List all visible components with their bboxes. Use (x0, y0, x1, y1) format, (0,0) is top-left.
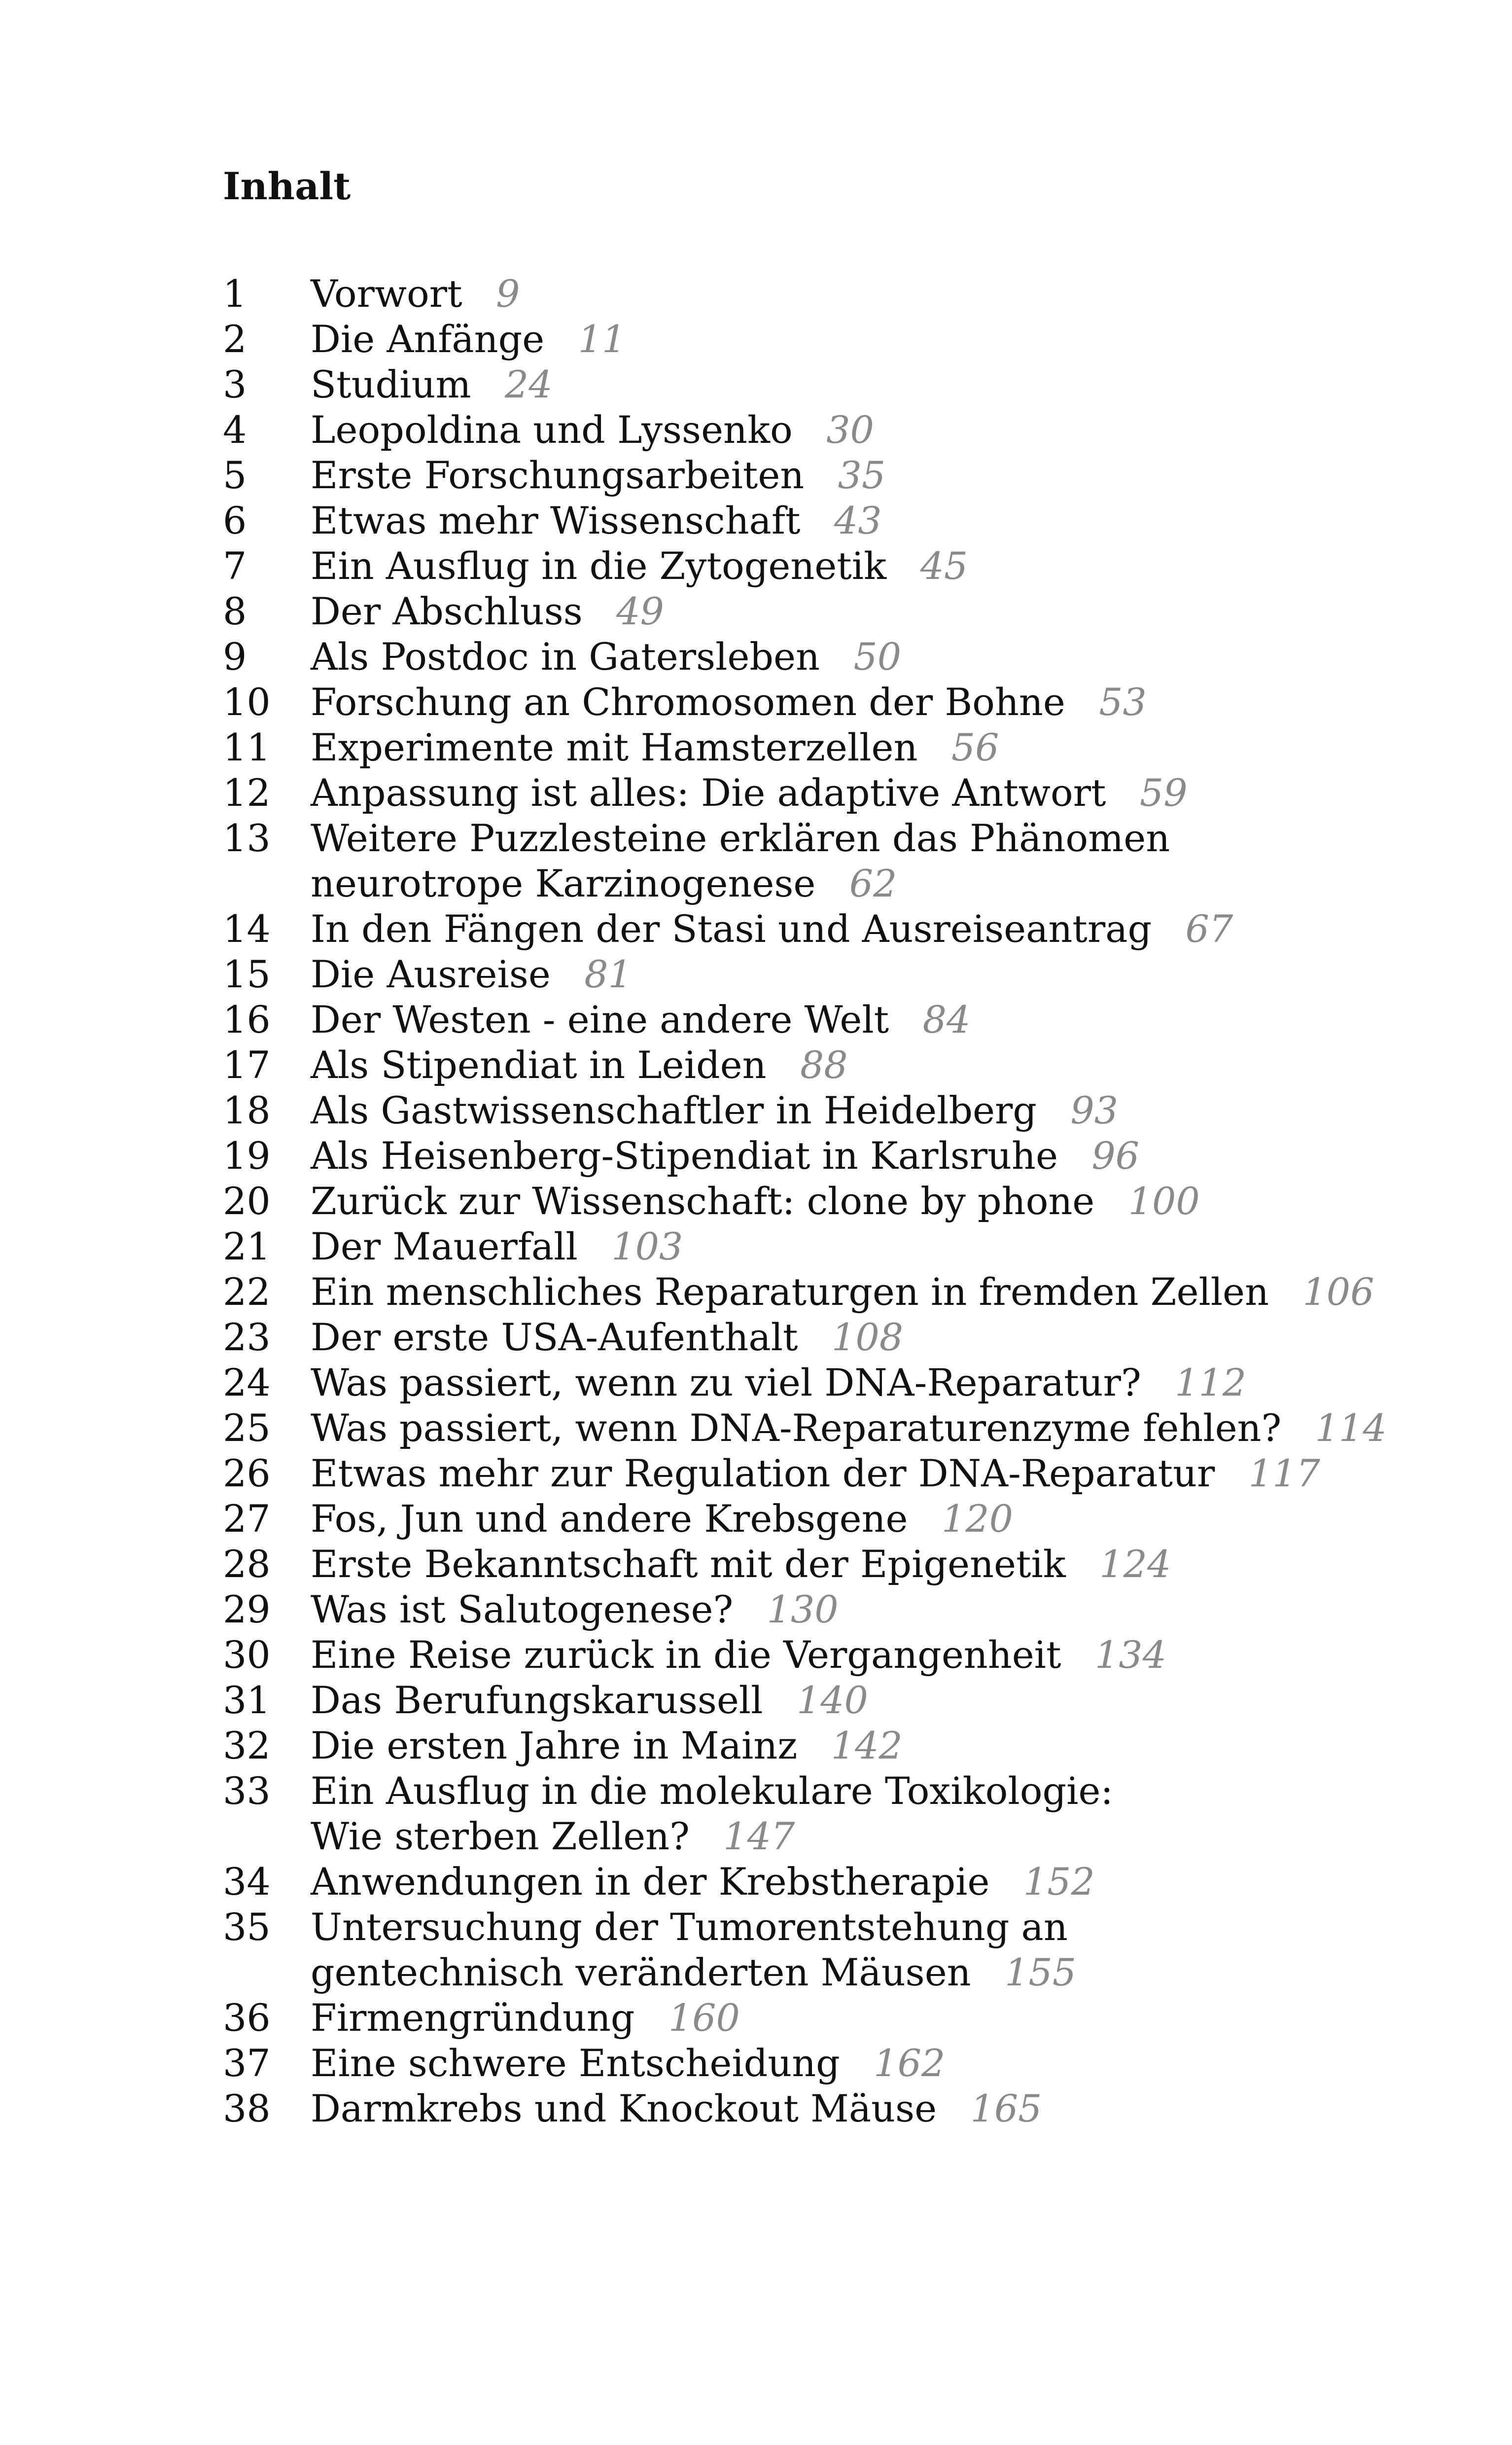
chapter-title-line (311, 271, 1431, 317)
chapter-number: 9 (223, 635, 247, 679)
page-number: 67 (1185, 907, 1233, 951)
toc-entry (223, 498, 1431, 543)
page-number: 93 (1070, 1088, 1119, 1132)
toc-entry (223, 317, 1431, 362)
chapter-title-line (311, 634, 1431, 680)
toc-entry (223, 543, 1431, 589)
chapter-title (311, 1496, 1431, 1542)
toc-entry (223, 1542, 1431, 1587)
chapter-title-text: Die Ausreise (311, 952, 551, 996)
page-number: 56 (951, 725, 999, 769)
chapter-title-line (311, 1723, 1431, 1768)
chapter-title (311, 1768, 1431, 1859)
chapter-title (311, 906, 1431, 952)
chapter-number: 17 (223, 1043, 271, 1087)
chapter-title-text: Firmengründung (311, 1996, 635, 2040)
chapter-title-line (311, 952, 1431, 997)
chapter-title-line (311, 1542, 1431, 1587)
chapter-title (311, 1678, 1431, 1723)
chapter-title-line (311, 317, 1431, 362)
chapter-title (311, 1723, 1431, 1768)
chapter-title-text: Studium (311, 362, 471, 406)
chapter-title-text: Ein Ausflug in die molekulare Toxikologie: (311, 1769, 1113, 1813)
chapter-title-text: Der Mauerfall (311, 1224, 578, 1268)
chapter-title (311, 680, 1431, 725)
table-of-contents (223, 271, 1431, 2131)
page-number: 140 (796, 1678, 868, 1722)
page-number: 120 (941, 1497, 1013, 1541)
toc-entry (223, 1723, 1431, 1768)
chapter-title-line (311, 1859, 1431, 1905)
chapter-title (311, 770, 1431, 816)
page-number: 59 (1139, 771, 1188, 815)
page-number: 24 (504, 362, 553, 406)
chapter-title (311, 453, 1431, 498)
chapter-title-text: Die ersten Jahre in Mainz (311, 1724, 798, 1767)
page-number: 117 (1248, 1451, 1320, 1495)
toc-entry (223, 1587, 1431, 1632)
chapter-number: 32 (223, 1724, 271, 1767)
chapter-title (311, 1995, 1431, 2041)
page-number: 45 (920, 544, 968, 588)
chapter-title (311, 498, 1431, 543)
page-number: 114 (1315, 1406, 1387, 1450)
toc-entry (223, 1768, 1431, 1859)
page-number: 30 (826, 408, 874, 452)
chapter-number: 24 (223, 1361, 271, 1404)
page-number: 142 (831, 1724, 903, 1767)
chapter-title-text: Anpassung ist alles: Die adaptive Antwort (311, 771, 1106, 815)
chapter-number: 3 (223, 362, 247, 406)
chapter-title-line (311, 2086, 1431, 2131)
chapter-title-line (311, 1814, 1431, 1859)
chapter-title-text: neurotrope Karzinogenese (311, 862, 816, 905)
chapter-title-line (311, 407, 1431, 453)
chapter-title (311, 634, 1431, 680)
toc-entry (223, 725, 1431, 770)
page-number: 50 (853, 635, 902, 679)
page-number: 96 (1091, 1134, 1140, 1178)
chapter-number: 27 (223, 1497, 271, 1541)
chapter-number: 6 (223, 499, 247, 542)
chapter-title (311, 1542, 1431, 1587)
chapter-title-text: Das Berufungskarussell (311, 1678, 763, 1722)
chapter-title (311, 543, 1431, 589)
page-number: 134 (1094, 1633, 1166, 1677)
toc-entry (223, 453, 1431, 498)
toc-entry (223, 1995, 1431, 2041)
chapter-title-line (311, 1405, 1431, 1451)
toc-entry (223, 271, 1431, 317)
chapter-number: 8 (223, 589, 247, 633)
chapter-number: 20 (223, 1179, 271, 1223)
chapter-title-line (311, 498, 1431, 543)
chapter-title-line (311, 1995, 1431, 2041)
page-number: 11 (578, 317, 626, 361)
chapter-number: 26 (223, 1451, 271, 1495)
chapter-title (311, 589, 1431, 634)
chapter-title-text: Untersuchung der Tumorentstehung an (311, 1905, 1068, 1949)
chapter-title (311, 816, 1431, 906)
toc-entry (223, 1496, 1431, 1542)
chapter-title-line (311, 362, 1431, 407)
chapter-title (311, 1043, 1431, 1088)
page-number: 62 (849, 862, 897, 905)
chapter-title-line (311, 1133, 1431, 1179)
toc-entry (223, 1224, 1431, 1269)
chapter-title-text: Experimente mit Hamsterzellen (311, 725, 918, 769)
chapter-title-text: gentechnisch veränderten Mäusen (311, 1950, 971, 1994)
chapter-title-line (311, 589, 1431, 634)
toc-entry (223, 952, 1431, 997)
toc-entry (223, 1360, 1431, 1405)
chapter-title (311, 1587, 1431, 1632)
chapter-title (311, 1360, 1431, 1405)
page-number: 124 (1099, 1542, 1171, 1586)
chapter-title-line (311, 1496, 1431, 1542)
chapter-title-line (311, 453, 1431, 498)
chapter-title-text: Ein Ausflug in die Zytogenetik (311, 544, 887, 588)
toc-entry (223, 1133, 1431, 1179)
chapter-title (311, 271, 1431, 317)
page-number: 53 (1099, 680, 1147, 724)
page-number: 9 (496, 272, 520, 316)
toc-entry (223, 1043, 1431, 1088)
chapter-number: 38 (223, 2086, 271, 2130)
page-number: 147 (723, 1814, 795, 1858)
toc-entry (223, 362, 1431, 407)
chapter-number: 37 (223, 2041, 271, 2085)
chapter-number: 31 (223, 1678, 271, 1722)
chapter-title (311, 362, 1431, 407)
chapter-title-line (311, 1768, 1431, 1814)
chapter-number: 19 (223, 1134, 271, 1178)
toc-entry (223, 1088, 1431, 1133)
chapter-title-line (311, 816, 1431, 861)
chapter-title (311, 1224, 1431, 1269)
chapter-title (311, 1088, 1431, 1133)
chapter-title-line (311, 770, 1431, 816)
page-number: 103 (611, 1224, 683, 1268)
chapter-title (311, 952, 1431, 997)
chapter-title-text: Ein menschliches Reparaturgen in fremden Zellen (311, 1270, 1269, 1314)
chapter-title (311, 1315, 1431, 1360)
chapter-title-line (311, 1905, 1431, 1950)
chapter-number: 35 (223, 1905, 271, 1949)
toc-entry (223, 1632, 1431, 1678)
chapter-title-line (311, 906, 1431, 952)
toc-entry (223, 1315, 1431, 1360)
chapter-number: 29 (223, 1587, 271, 1631)
chapter-title (311, 1405, 1431, 1451)
chapter-title-line (311, 1950, 1431, 1995)
page-number: 130 (767, 1587, 839, 1631)
chapter-title-line (311, 543, 1431, 589)
chapter-number: 16 (223, 998, 271, 1042)
toc-entry (223, 680, 1431, 725)
page-number: 155 (1005, 1950, 1077, 1994)
chapter-title (311, 1451, 1431, 1496)
chapter-title-line (311, 725, 1431, 770)
page-number: 81 (584, 952, 632, 996)
chapter-title-line (311, 997, 1431, 1043)
toc-entry (223, 634, 1431, 680)
toc-entry (223, 997, 1431, 1043)
toc-entry (223, 1678, 1431, 1723)
chapter-title-text: Weitere Puzzlesteine erklären das Phänomen (311, 816, 1170, 860)
chapter-number: 4 (223, 408, 247, 452)
chapter-title-text: Eine schwere Entscheidung (311, 2041, 840, 2085)
chapter-number: 13 (223, 816, 271, 860)
page-number: 112 (1175, 1361, 1247, 1404)
chapter-title-line (311, 1179, 1431, 1224)
chapter-title (311, 2041, 1431, 2086)
toc-entry (223, 2086, 1431, 2131)
toc-entry (223, 1859, 1431, 1905)
chapter-title-line (311, 1587, 1431, 1632)
chapter-title-text: Der Abschluss (311, 589, 583, 633)
chapter-number: 36 (223, 1996, 271, 2040)
page-number: 152 (1023, 1860, 1095, 1904)
chapter-number: 12 (223, 771, 271, 815)
page-number: 43 (834, 499, 882, 542)
chapter-title-line (311, 1678, 1431, 1723)
chapter-title-text: Forschung an Chromosomen der Bohne (311, 680, 1065, 724)
toc-entry (223, 407, 1431, 453)
chapter-title-line (311, 1632, 1431, 1678)
chapter-title-text: Wie sterben Zellen? (311, 1814, 690, 1858)
chapter-number: 21 (223, 1224, 271, 1268)
chapter-title-text: Zurück zur Wissenschaft: clone by phone (311, 1179, 1095, 1223)
chapter-title-line (311, 680, 1431, 725)
chapter-title (311, 1133, 1431, 1179)
chapter-title-text: Was passiert, wenn zu viel DNA-Reparatur? (311, 1361, 1141, 1404)
chapter-number: 25 (223, 1406, 271, 1450)
chapter-title-text: Etwas mehr Wissenschaft (311, 499, 801, 542)
toc-entry (223, 1905, 1431, 1995)
chapter-number: 2 (223, 317, 247, 361)
chapter-number: 7 (223, 544, 247, 588)
toc-entry (223, 589, 1431, 634)
chapter-number: 1 (223, 272, 247, 316)
chapter-number: 34 (223, 1860, 271, 1904)
chapter-number: 28 (223, 1542, 271, 1586)
chapter-title-line (311, 1269, 1431, 1315)
toc-entry (223, 1451, 1431, 1496)
chapter-title-text: Leopoldina und Lyssenko (311, 408, 793, 452)
chapter-number: 18 (223, 1088, 271, 1132)
page-number: 108 (831, 1315, 904, 1359)
page-number: 162 (874, 2041, 946, 2085)
chapter-number: 5 (223, 453, 247, 497)
chapter-number: 23 (223, 1315, 271, 1359)
page-number: 165 (970, 2086, 1042, 2130)
chapter-title (311, 407, 1431, 453)
chapter-number: 30 (223, 1633, 271, 1677)
chapter-title (311, 1179, 1431, 1224)
chapter-title-line (311, 2041, 1431, 2086)
page-number: 88 (800, 1043, 848, 1087)
chapter-title-text: Erste Bekanntschaft mit der Epigenetik (311, 1542, 1066, 1586)
page-number: 49 (616, 589, 664, 633)
chapter-title-text: Erste Forschungsarbeiten (311, 453, 805, 497)
chapter-title-text: Darmkrebs und Knockout Mäuse (311, 2086, 937, 2130)
chapter-title-line (311, 1088, 1431, 1133)
chapter-number: 33 (223, 1769, 271, 1813)
chapter-number: 11 (223, 725, 271, 769)
chapter-title-text: Etwas mehr zur Regulation der DNA-Reparatur (311, 1451, 1215, 1495)
page-title: Inhalt (223, 164, 351, 208)
chapter-title (311, 1859, 1431, 1905)
chapter-title-line (311, 1451, 1431, 1496)
toc-entry (223, 1405, 1431, 1451)
chapter-title-text: Der Westen - eine andere Welt (311, 998, 889, 1042)
chapter-title-line (311, 1224, 1431, 1269)
chapter-title-line (311, 1315, 1431, 1360)
chapter-title (311, 317, 1431, 362)
chapter-title-text: Was passiert, wenn DNA-Reparaturenzyme fehlen? (311, 1406, 1282, 1450)
chapter-title-line (311, 1043, 1431, 1088)
chapter-title-text: Eine Reise zurück in die Vergangenheit (311, 1633, 1061, 1677)
page-number: 84 (922, 998, 971, 1042)
chapter-title-line (311, 861, 1431, 906)
chapter-title-text: Was ist Salutogenese? (311, 1587, 734, 1631)
chapter-title-text: Anwendungen in der Krebstherapie (311, 1860, 990, 1904)
chapter-number: 22 (223, 1270, 271, 1314)
toc-entry (223, 816, 1431, 906)
chapter-title (311, 1269, 1431, 1315)
chapter-title (311, 997, 1431, 1043)
chapter-title (311, 1632, 1431, 1678)
chapter-number: 15 (223, 952, 271, 996)
chapter-title-text: Vorwort (311, 272, 462, 316)
toc-entry (223, 2041, 1431, 2086)
toc-entry (223, 906, 1431, 952)
chapter-title-text: Fos, Jun und andere Krebsgene (311, 1497, 908, 1541)
chapter-title (311, 1905, 1431, 1995)
chapter-title-text: In den Fängen der Stasi und Ausreiseantrag (311, 907, 1152, 951)
chapter-title-text: Die Anfänge (311, 317, 545, 361)
chapter-title (311, 2086, 1431, 2131)
toc-entry (223, 770, 1431, 816)
chapter-title-text: Als Gastwissenschaftler in Heidelberg (311, 1088, 1037, 1132)
chapter-number: 10 (223, 680, 271, 724)
chapter-title-text: Als Postdoc in Gatersleben (311, 635, 820, 679)
chapter-title (311, 725, 1431, 770)
chapter-title-text: Als Stipendiat in Leiden (311, 1043, 767, 1087)
chapter-title-text: Als Heisenberg-Stipendiat in Karlsruhe (311, 1134, 1058, 1178)
page-number: 35 (838, 453, 886, 497)
page-number: 100 (1128, 1179, 1200, 1223)
page-number: 106 (1302, 1270, 1374, 1314)
toc-entry (223, 1269, 1431, 1315)
chapter-title-line (311, 1360, 1431, 1405)
page-number: 160 (668, 1996, 740, 2040)
chapter-title-text: Der erste USA-Aufenthalt (311, 1315, 798, 1359)
toc-entry (223, 1179, 1431, 1224)
chapter-number: 14 (223, 907, 271, 951)
